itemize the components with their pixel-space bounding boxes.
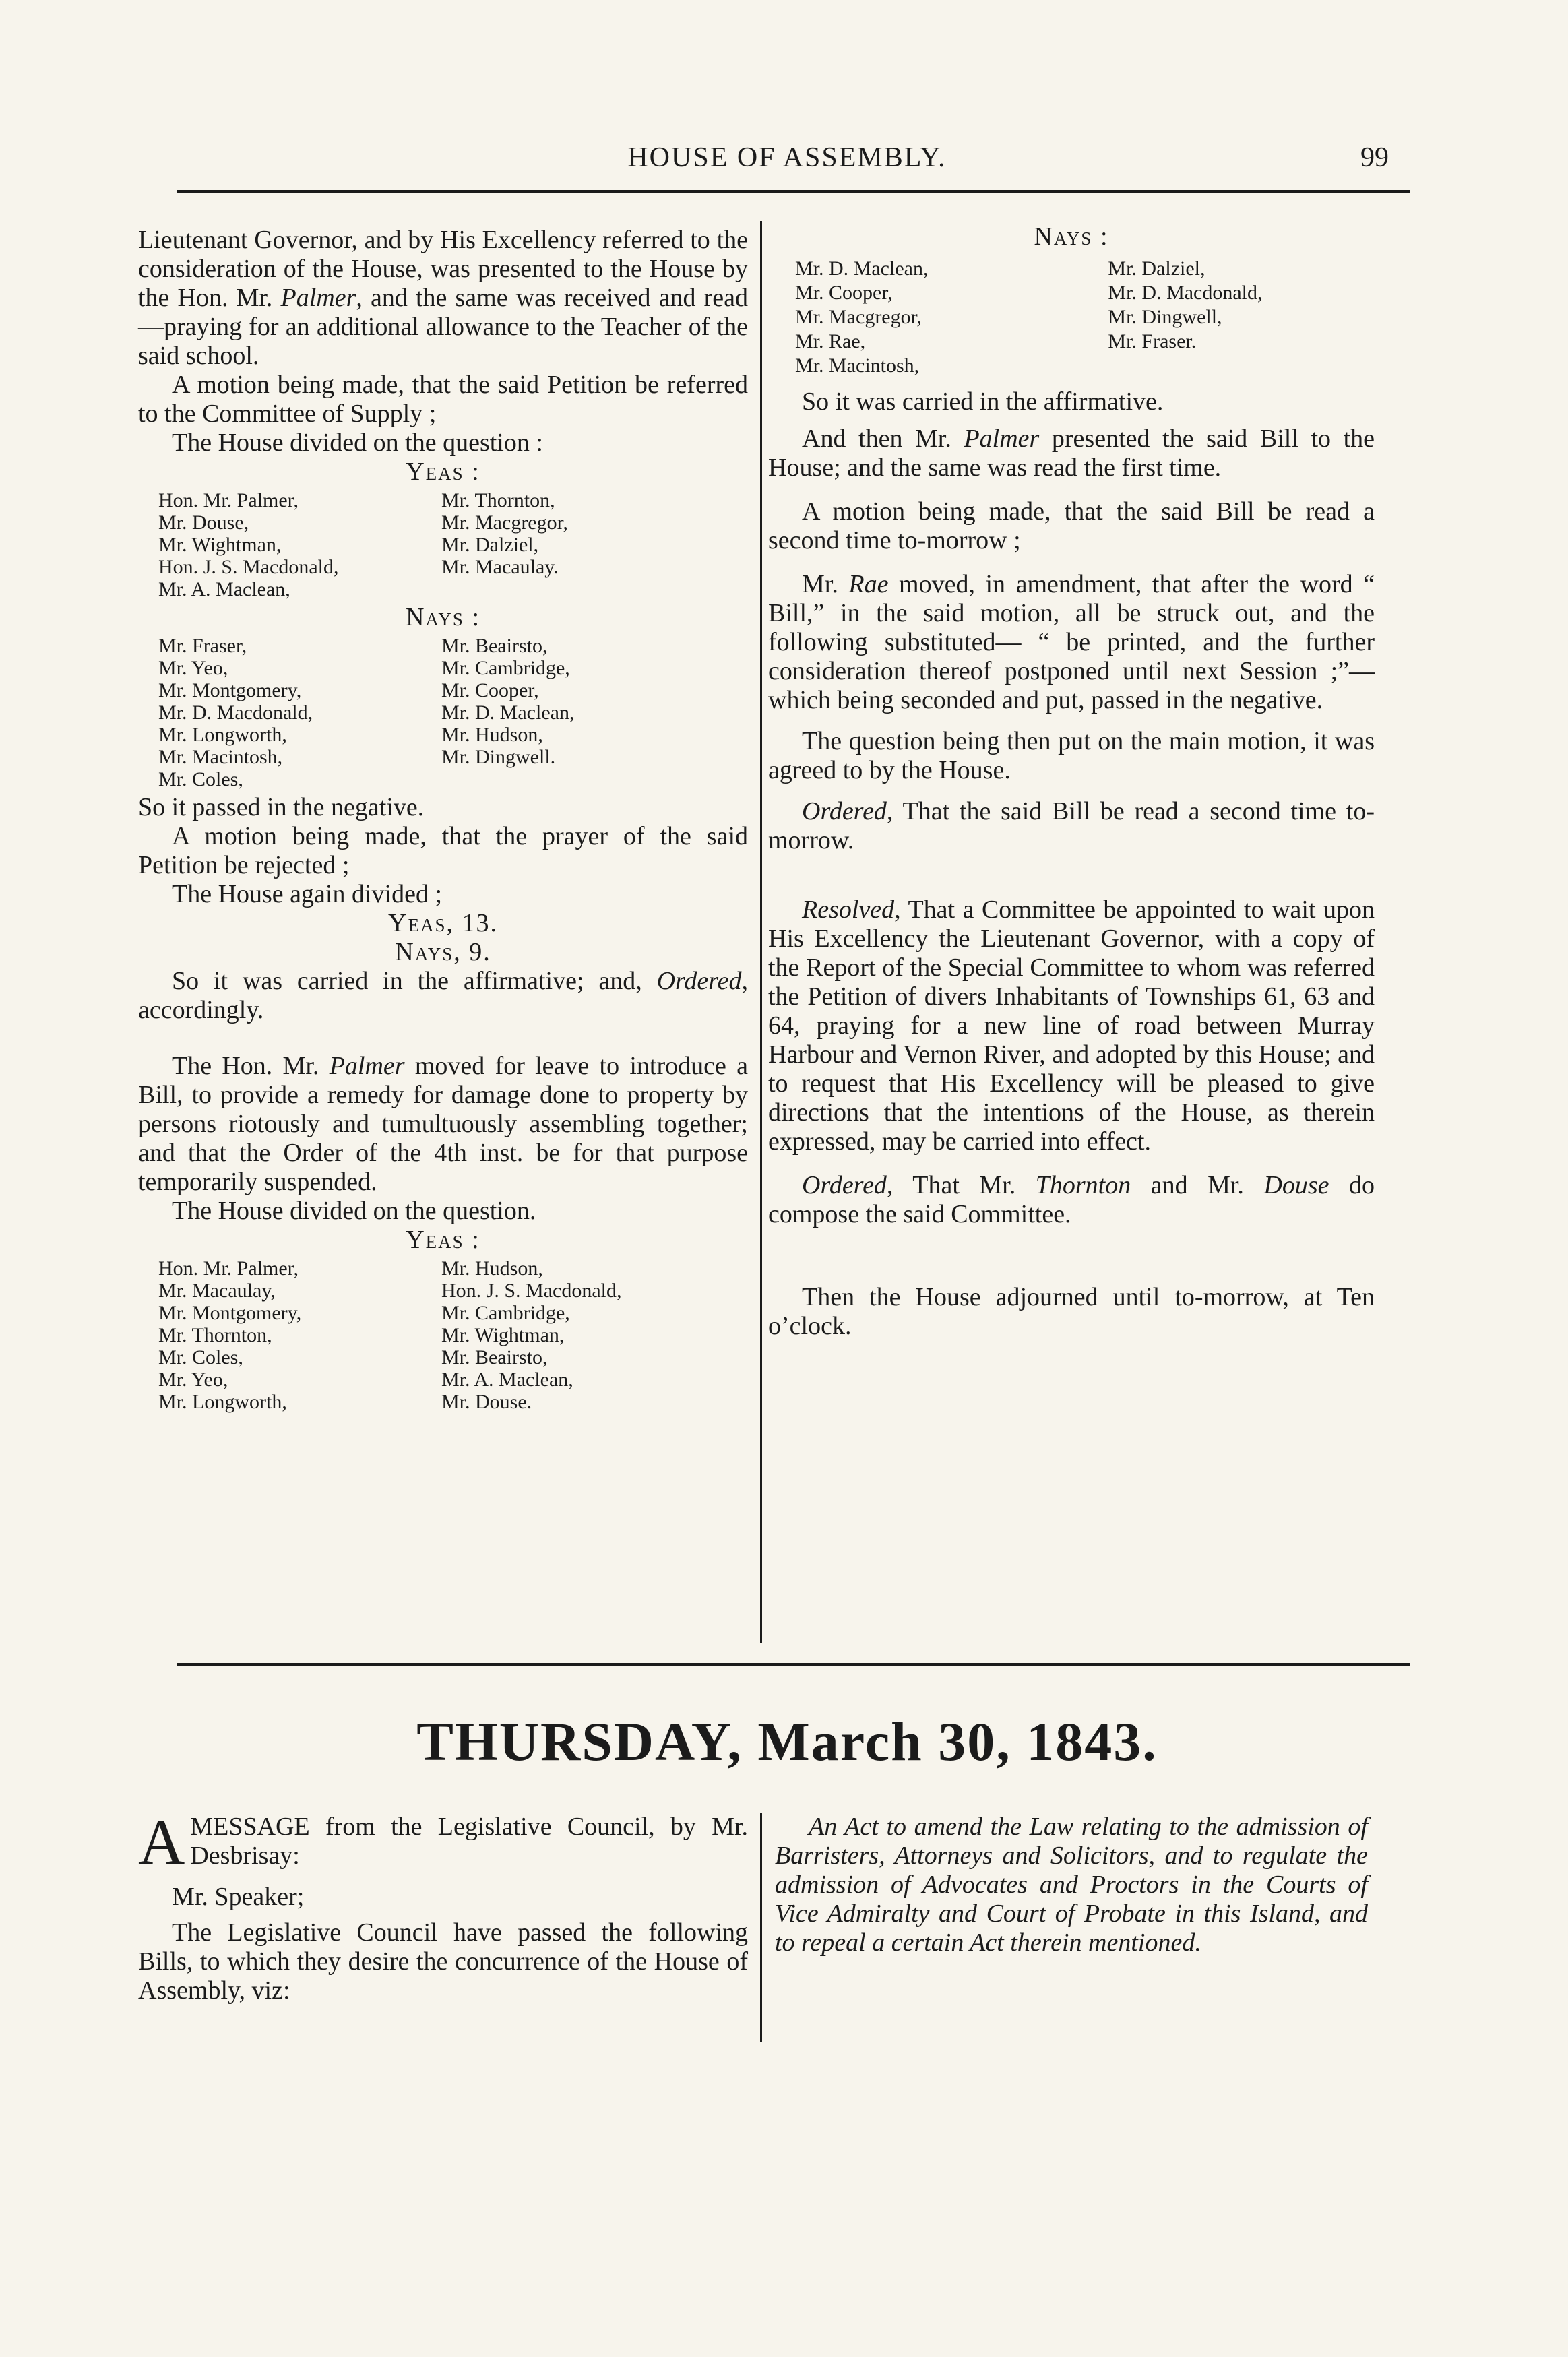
resolved-label: Resolved [802, 895, 895, 924]
list-item: Mr. Dalziel, [441, 534, 539, 556]
bottom-right-column [775, 1813, 1368, 1957]
list-item: Mr. Cambridge, [441, 1302, 570, 1324]
drop-cap: A [138, 1806, 185, 1878]
list-item: Mr. Yeo, [158, 1369, 228, 1391]
list-item: Mr. Beairsto, [441, 1346, 548, 1369]
list-item: Hon. Mr. Palmer, [158, 489, 299, 511]
list-item: Mr. Longworth, [158, 1391, 287, 1413]
date-heading: THURSDAY, March 30, 1843. [416, 1711, 1158, 1772]
paragraph: So it was carried in the affirmative. [802, 387, 1164, 416]
member-name: Palmer [329, 1052, 405, 1080]
text: and Mr. [1150, 1171, 1244, 1199]
spacer [768, 1229, 1375, 1283]
list-item: Mr. Cooper, [441, 679, 539, 701]
list-item: Mr. Macintosh, [795, 354, 920, 377]
page-title: HOUSE OF ASSEMBLY. [627, 142, 947, 173]
yeas-list [158, 489, 748, 600]
spacer [768, 482, 1375, 497]
text: do compose the said Committee. [768, 1171, 1375, 1228]
list-item: Mr. Cambridge, [441, 657, 570, 679]
running-header [172, 142, 1402, 182]
list-item: Mr. Dingwell. [441, 746, 556, 768]
paragraph [138, 1806, 748, 1878]
spacer [138, 1871, 748, 1883]
paragraph: The question being then put on the main motion, it was agreed to by the House. [768, 727, 1375, 784]
nays-heading: Nays : [405, 603, 481, 631]
list-item: Hon. J. S. Macdonald, [441, 1280, 622, 1302]
list-item: Mr. Wightman, [441, 1324, 565, 1346]
list-item: Mr. Thornton, [158, 1324, 272, 1346]
paragraph [138, 1052, 748, 1197]
text: Lieutenant Governor, and by His Excellency referred to the consideration of the House, was presented to the House by the Hon. Mr. [138, 226, 748, 312]
list-item: Mr. D. Macdonald, [158, 701, 313, 724]
list-item [441, 578, 748, 600]
text: , That a Committee be appointed to wait upon His Excellency the Lieutenant Governor, with a copy of the Report of the Special Committee to whom was referred the Petition of divers Inhabitants of Townships 61, 63 and 64, praying for a new line of road between Murray Harbour and Vernon River, and adopted by this House; and to request that His Excellency will be pleased to give directions that the intentions of the House, as therein expressed, may be carried into effect. [768, 895, 1375, 1156]
text: presented the said Bill to the House; and the same was read the first time. [768, 425, 1375, 482]
list-item: Hon. Mr. Palmer, [158, 1257, 299, 1280]
bottom-left-column [138, 1806, 748, 2005]
list-item: Mr. Dalziel, [1108, 257, 1205, 280]
header-rule [177, 190, 1410, 193]
paragraph: The House divided on the question. [172, 1197, 536, 1225]
paragraph: The House divided on the question : [172, 429, 543, 457]
paragraph: The Legislative Council have passed the following Bills, to which they desire the concurrence of the House of Assembly, viz: [138, 1918, 748, 2005]
ordered-label: Ordered [802, 797, 887, 825]
list-item: Mr. Montgomery, [158, 679, 302, 701]
spacer [768, 715, 1375, 727]
member-name: Rae [848, 570, 889, 598]
nays-heading: Nays : [1034, 222, 1109, 251]
list-item [441, 768, 748, 790]
text: MESSAGE from the Legislative Council, by Mr. Desbrisay: [190, 1813, 748, 1870]
list-item: Mr. D. Macdonald, [1108, 282, 1263, 304]
paragraph [768, 425, 1375, 482]
spacer [768, 555, 1375, 570]
column-divider [760, 1813, 762, 2042]
list-item: Mr. A. Maclean, [441, 1369, 573, 1391]
member-name: Douse [1263, 1171, 1329, 1199]
text: , and the same was received and read —praying for an additional allowance to the Teacher of the said school. [138, 284, 749, 370]
list-item: Mr. Douse. [441, 1391, 532, 1413]
section-rule [177, 1663, 1410, 1666]
paragraph [768, 570, 1375, 715]
right-column [768, 222, 1375, 1341]
spacer [768, 416, 1375, 425]
nays-list [795, 257, 1375, 378]
list-item: Mr. Macaulay. [441, 556, 559, 578]
paragraph: Then the House adjourned until to-morrow, at Ten o’clock. [768, 1283, 1375, 1340]
yeas-heading: Yeas : [406, 458, 480, 486]
spacer [768, 785, 1375, 797]
paragraph [768, 797, 1375, 855]
member-name: Palmer [964, 425, 1040, 453]
text: And then Mr. [802, 425, 951, 453]
bill-title [775, 1813, 1368, 1957]
text: Mr. [802, 570, 838, 598]
text: moved for leave to introduce a Bill, to provide a remedy for damage done to property by persons riotously and tumultuously assembling together; and that the Order of the 4th inst. be for that purpose temporarily suspended. [138, 1052, 749, 1196]
spacer [768, 855, 1375, 895]
paragraph: A motion being made, that the said Petition be referred to the Committee of Supply ; [138, 371, 748, 428]
text: The Hon. Mr. [172, 1052, 319, 1080]
list-item: Mr. Hudson, [441, 724, 543, 746]
nays-count: Nays, 9. [395, 938, 491, 966]
ordered-label: Ordered [656, 967, 742, 995]
spacer [138, 1912, 748, 1918]
nays-list [158, 635, 748, 790]
list-item: Hon. J. S. Macdonald, [158, 556, 339, 578]
text: , accordingly. [138, 967, 748, 1024]
left-column [138, 226, 748, 1416]
paragraph [768, 1171, 1375, 1229]
list-item: Mr. Montgomery, [158, 1302, 302, 1324]
list-item: Mr. Douse, [158, 511, 249, 534]
spacer [768, 1156, 1375, 1171]
list-item: Mr. Cooper, [795, 282, 893, 304]
text: An Act to amend the Law relating to the admission of Barristers, Attorneys and Solicitors, and to regulate the admission of Advocates and Proctors in the Courts of Vice Admiralty and Court of Probate in this Island, and to repeal a certain Act therein mentioned. [775, 1813, 1368, 1957]
yeas-list [158, 1257, 748, 1413]
paragraph: A motion being made, that the prayer of the said Petition be rejected ; [138, 822, 748, 879]
list-item: Mr. A. Maclean, [158, 578, 290, 600]
list-item: Mr. Macaulay, [158, 1280, 276, 1302]
text: , That the said Bill be read a second time to-morrow. [768, 797, 1375, 854]
text: , That Mr. [886, 1171, 1016, 1199]
text: moved, in amendment, that after the word “ Bill,” in the said motion, all be struck out, and the following substituted— “ be printed, and the further consideration thereof postponed until next Session ;”—which being seconded and put, passed in the negative. [768, 570, 1375, 714]
list-item: Mr. Macgregor, [441, 511, 568, 534]
member-name: Thornton [1035, 1171, 1131, 1199]
text: So it was carried in the affirmative; and, [172, 967, 642, 995]
list-item: Mr. Thornton, [441, 489, 555, 511]
paragraph: A motion being made, that the said Bill be read a second time to-morrow ; [768, 497, 1375, 555]
list-item: Mr. Fraser. [1108, 330, 1197, 352]
spacer [138, 1025, 748, 1052]
list-item: Mr. D. Maclean, [795, 257, 929, 280]
list-item [1108, 354, 1375, 378]
paragraph: Mr. Speaker; [172, 1883, 305, 1911]
list-item: Mr. Hudson, [441, 1257, 543, 1280]
list-item: Mr. Rae, [795, 330, 866, 352]
list-item: Mr. Yeo, [158, 657, 228, 679]
list-item: Mr. Dingwell, [1108, 306, 1222, 328]
list-item: Mr. Wightman, [158, 534, 282, 556]
paragraph: The House again divided ; [172, 880, 443, 908]
list-item: Mr. Fraser, [158, 635, 247, 657]
list-item: Mr. Macgregor, [795, 306, 922, 328]
yeas-count: Yeas, 13. [388, 909, 498, 937]
paragraph [138, 226, 748, 371]
yeas-heading: Yeas : [406, 1226, 480, 1254]
member-name: Palmer [280, 284, 356, 312]
list-item: Mr. Coles, [158, 1346, 243, 1369]
ordered-label: Ordered [802, 1171, 887, 1199]
paragraph [138, 967, 748, 1025]
column-divider [760, 221, 762, 1643]
list-item: Mr. Beairsto, [441, 635, 548, 657]
list-item: Mr. Macintosh, [158, 746, 283, 768]
paragraph [768, 895, 1375, 1156]
paragraph: So it passed in the negative. [138, 793, 425, 821]
list-item: Mr. Coles, [158, 768, 243, 790]
page-number: 99 [1360, 142, 1389, 173]
list-item: Mr. D. Maclean, [441, 701, 575, 724]
list-item: Mr. Longworth, [158, 724, 287, 746]
